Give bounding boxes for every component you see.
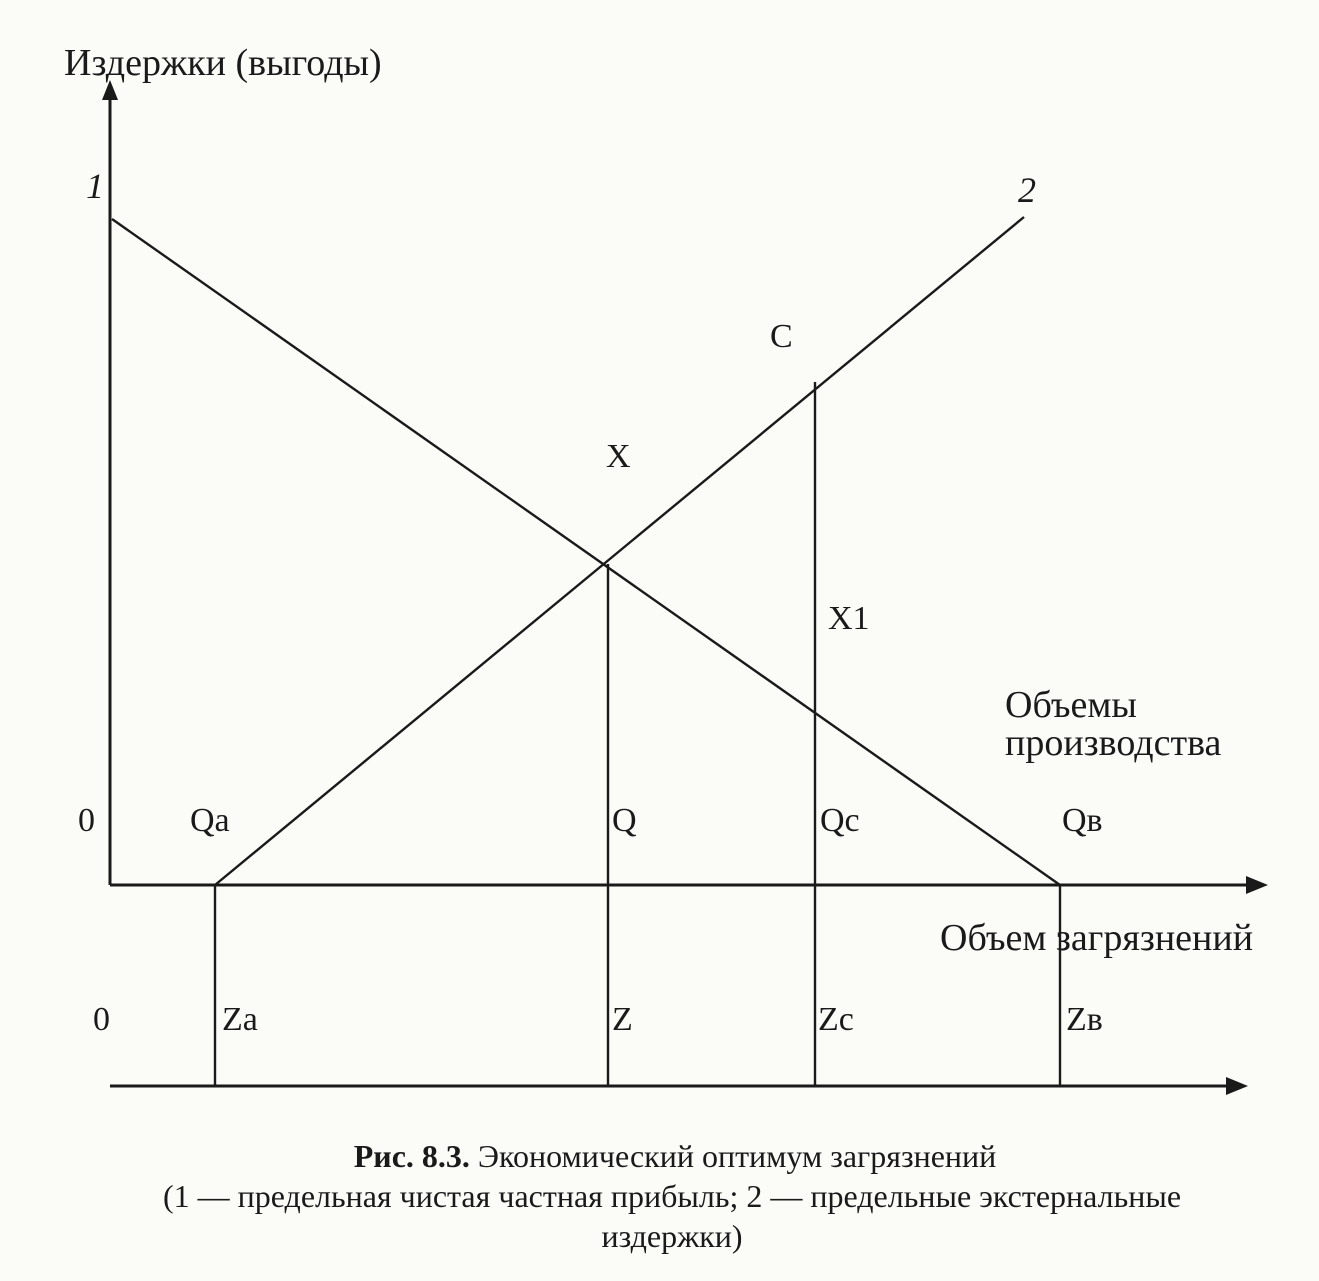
tick-z-label: Z [612,1001,633,1038]
tick-qa-label: Qa [190,802,230,839]
point-c-label: С [770,318,793,355]
curve-2-external-costs [215,217,1024,885]
lower-x-axis-arrow [1226,1077,1248,1095]
upper-x-axis-arrow [1246,876,1268,894]
production-volume-label-line1: Объемы [1005,684,1137,726]
curve-2-label: 2 [1018,170,1036,210]
caption-figure-number: Рис. 8.3. [353,1138,470,1174]
curve-1-label: 1 [86,166,104,206]
pollution-volume-label: Объем загрязнений [940,917,1254,959]
lower-origin-label: 0 [93,1001,110,1038]
y-axis-label: Издержки (выгоды) [64,42,382,84]
caption-legend-line-end: издержки) [601,1218,743,1254]
tick-q-label: Q [612,802,637,839]
tick-qc-label: Qc [820,802,860,839]
point-x-label: X [606,438,631,475]
upper-origin-label: 0 [78,802,95,839]
curve-1-net-private-profit [112,219,1060,885]
caption-title-text: Экономический оптимум загрязнений [469,1138,997,1174]
production-volume-label-line2: производства [1005,722,1222,764]
tick-za-label: Za [222,1001,258,1038]
tick-zc-label: Zc [818,1001,854,1038]
caption-title [354,1138,997,1174]
caption-legend-line: (1 — предельная чистая частная прибыль; 2 — предельные экстернальные [162,1178,1182,1214]
point-x1-label: X1 [828,600,870,637]
tick-zb-label: Zв [1066,1001,1103,1038]
tick-qb-label: Qв [1062,802,1103,839]
